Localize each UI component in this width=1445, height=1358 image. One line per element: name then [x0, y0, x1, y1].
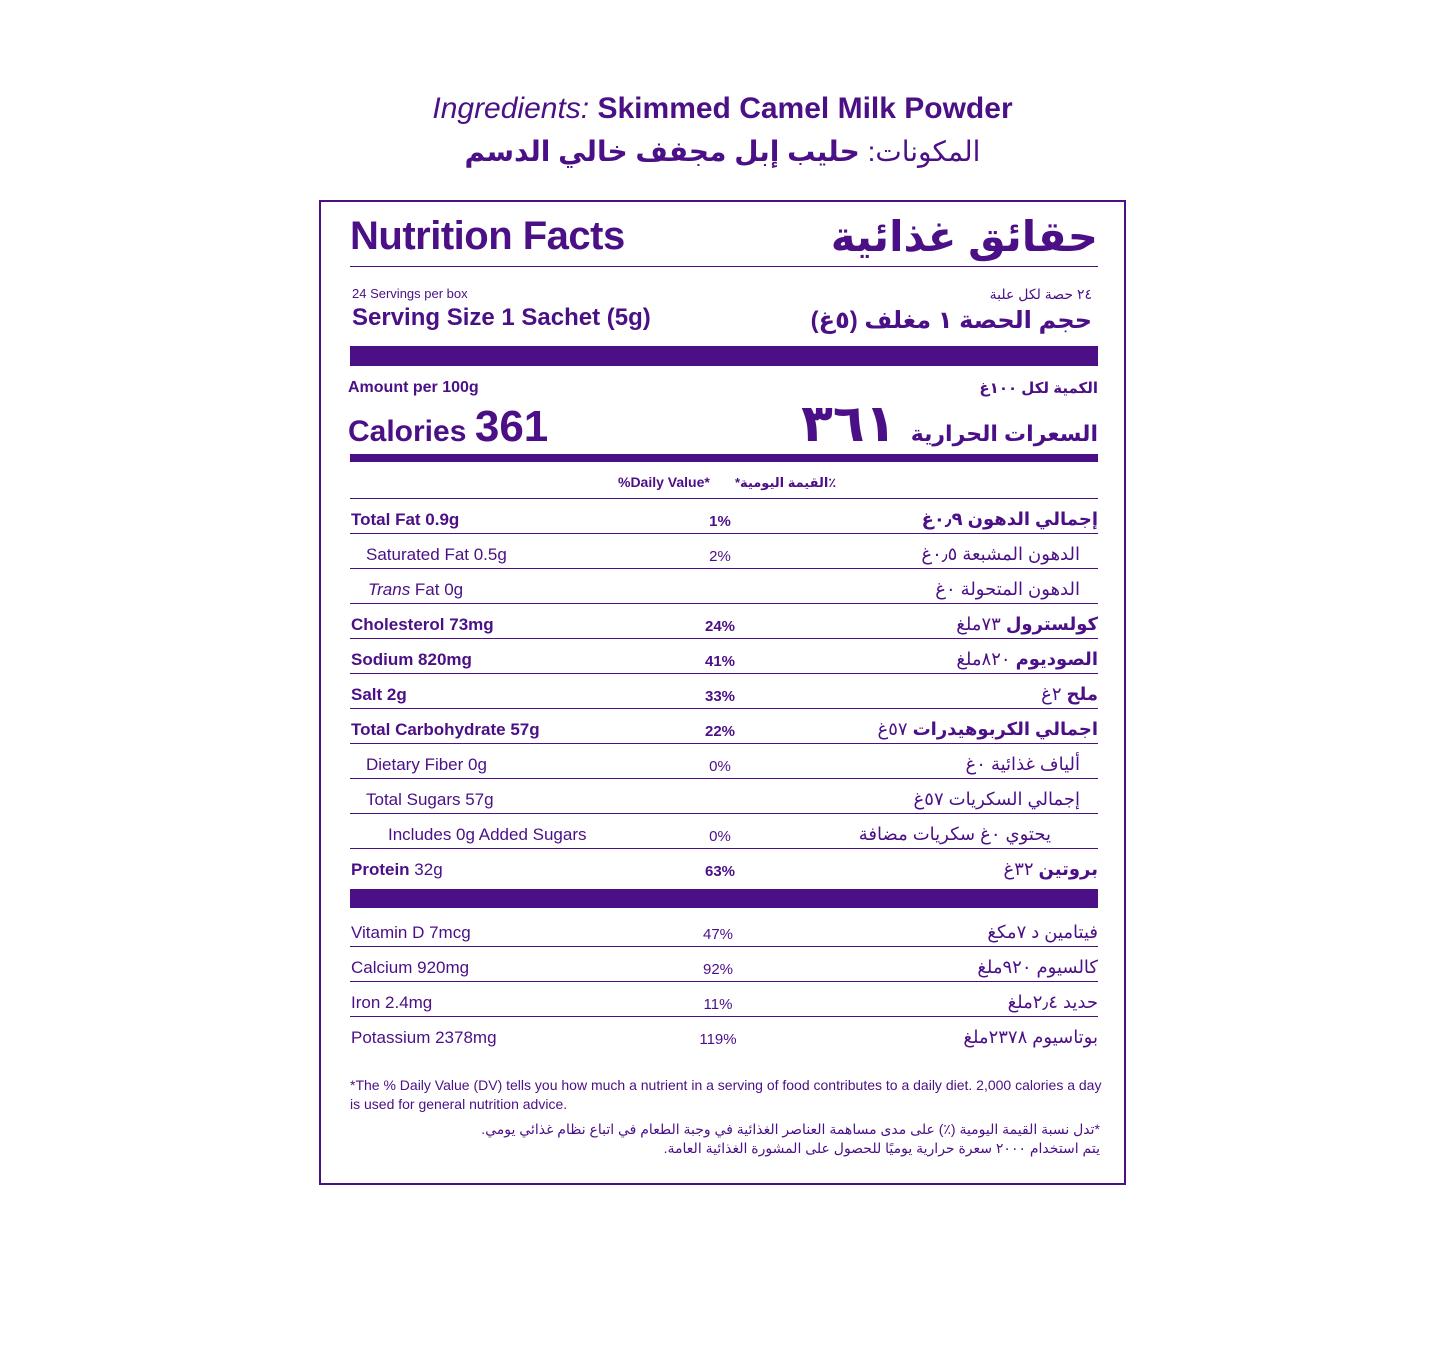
ingredients-ar-label: المكونات: — [867, 136, 981, 167]
nutrient-name-ar: ملح ٢غ — [1041, 684, 1098, 704]
nutrient-row — [350, 781, 1098, 816]
nutrient-daily-value: 24% — [704, 618, 736, 635]
nutrient-name-en: Total Fat 0.9g — [351, 510, 460, 529]
nutrient-row — [350, 711, 1098, 746]
nutrient-row — [350, 501, 1098, 536]
nutrient-daily-value: 63% — [704, 863, 736, 880]
servings-per-box-en: 24 Servings per box — [352, 286, 468, 301]
amount-per-ar: الكمية لكل ١٠٠غ — [979, 380, 1098, 397]
nutrient-row — [350, 641, 1098, 676]
nutrient-name-en: Total Carbohydrate 57g — [351, 720, 540, 739]
title-ar: حقائق غذائية — [830, 213, 1098, 260]
thick-divider-top — [350, 346, 1098, 366]
vitamin-name-ar: حديد ٢٫٤ملغ — [1007, 992, 1098, 1012]
vitamin-row — [350, 914, 1098, 949]
nutrient-name-en: Salt 2g — [351, 685, 407, 704]
nutrition-facts-panel — [319, 200, 1126, 1185]
nutrient-name-en: Saturated Fat 0.5g — [366, 545, 507, 564]
nutrient-name-ar: اجمالي الكربوهيدرات ٥٧غ — [877, 719, 1098, 739]
nutrient-name-ar-bold: بروتين — [1038, 859, 1098, 879]
nutrient-name-en-bold: Protein — [351, 860, 410, 879]
row-divider — [350, 568, 1098, 569]
nutrient-name-ar: يحتوي ٠غ سكريات مضافة — [858, 824, 1051, 844]
row-divider — [350, 946, 1098, 947]
row-divider — [350, 981, 1098, 982]
title-en: Nutrition Facts — [350, 214, 625, 258]
vitamin-name-ar: فيتامين د ٧مكغ — [987, 922, 1098, 942]
footnote-ar-line2: يتم استخدام ٢٠٠٠ سعرة حرارية يوميًا للحصول على المشورة الغذائية العامة. — [663, 1140, 1100, 1156]
thick-divider-calories — [350, 454, 1098, 462]
nutrient-daily-value: 0% — [709, 758, 731, 775]
daily-value-header-en: %Daily Value* — [618, 474, 710, 490]
nutrient-name-ar-bold: الصوديوم — [1015, 649, 1098, 669]
nutrient-daily-value: 2% — [709, 548, 731, 565]
row-divider — [350, 743, 1098, 744]
divider — [350, 266, 1098, 267]
nutrient-row — [350, 606, 1098, 641]
nutrient-name-en: Dietary Fiber 0g — [366, 755, 487, 774]
ingredients-en-value: Skimmed Camel Milk Powder — [597, 92, 1013, 125]
nutrient-daily-value: 0% — [709, 828, 731, 845]
nutrient-name-ar: كولسترول ٧٣ملغ — [956, 614, 1098, 634]
nutrient-name-ar: بروتين ٣٢غ — [1003, 859, 1098, 879]
nutrient-row — [350, 571, 1098, 606]
vitamin-row — [350, 984, 1098, 1019]
vitamin-row — [350, 1019, 1098, 1054]
row-divider — [350, 813, 1098, 814]
nutrient-row — [350, 536, 1098, 571]
nutrient-name-en: Protein 32g — [351, 860, 443, 879]
row-divider — [350, 708, 1098, 709]
calories-label-en: Calories — [348, 415, 467, 448]
ingredients-ar-value: حليب إبل مجفف خالي الدسم — [464, 136, 860, 167]
row-divider — [350, 1016, 1098, 1017]
footnote-ar — [350, 1120, 1100, 1158]
nutrient-name-ar-bold: اجمالي الكربوهيدرات — [912, 719, 1098, 739]
nutrient-daily-value: 1% — [709, 513, 731, 530]
nutrient-daily-value: 22% — [704, 723, 736, 740]
nutrient-daily-value: 41% — [704, 653, 736, 670]
calories-ar — [801, 394, 1098, 454]
vitamin-name-en: Potassium 2378mg — [351, 1028, 497, 1047]
ingredients-en-label: Ingredients: — [432, 92, 590, 125]
nutrient-name-ar: الصوديوم ٨٢٠ملغ — [956, 649, 1098, 669]
vitamin-name-en: Vitamin D 7mcg — [351, 923, 471, 942]
nutrient-row — [350, 851, 1098, 886]
thick-divider-vitamins — [350, 889, 1098, 908]
ingredients-ar — [0, 135, 1445, 168]
nutrient-name-en: Cholesterol 73mg — [351, 615, 494, 634]
nutrient-daily-value: 33% — [704, 688, 736, 705]
calories-label-ar: السعرات الحرارية — [910, 421, 1098, 446]
vitamin-row — [350, 949, 1098, 984]
nutrient-row — [350, 746, 1098, 781]
row-divider — [350, 848, 1098, 849]
ingredients-en — [0, 92, 1445, 126]
nutrient-row — [350, 676, 1098, 711]
nutrient-name-en: Sodium 820mg — [351, 650, 472, 669]
serving-size-en: Serving Size 1 Sachet (5g) — [352, 304, 651, 331]
nutrient-name-ar: الدهون المشبعة ٠٫٥غ — [921, 544, 1080, 564]
vitamin-daily-value: 47% — [702, 926, 734, 943]
calories-value-ar: ٣٦١ — [801, 395, 897, 453]
nutrient-name-ar-bold: ملح — [1066, 684, 1098, 704]
row-divider — [350, 533, 1098, 534]
serving-size-ar: حجم الحصة ١ مغلف (٥غ) — [810, 307, 1092, 334]
vitamin-name-en: Calcium 920mg — [351, 958, 470, 977]
daily-value-header-ar: ٪القيمة اليومية* — [735, 475, 837, 490]
nutrient-name-en: Includes 0g Added Sugars — [388, 825, 587, 844]
row-divider — [350, 498, 1098, 499]
nutrient-name-en: Total Sugars 57g — [366, 790, 494, 809]
calories-value-en: 361 — [474, 402, 549, 451]
amount-per-en: Amount per 100g — [348, 379, 479, 396]
servings-per-box-ar: ٢٤ حصة لكل علبة — [989, 286, 1092, 302]
vitamin-daily-value: 11% — [703, 996, 733, 1013]
vitamin-daily-value: 119% — [699, 1031, 737, 1048]
row-divider — [350, 603, 1098, 604]
nutrient-row — [350, 816, 1098, 851]
nutrient-name-ar: إجمالي الدهون ٠٫٩غ — [921, 509, 1098, 529]
nutrient-name-ar: ألياف غذائية ٠غ — [965, 754, 1080, 774]
nutrient-name-en: Trans Fat 0g — [368, 580, 464, 599]
nutrient-name-en-italic: Trans — [368, 580, 411, 599]
nutrient-name-ar: إجمالي السكريات ٥٧غ — [913, 789, 1080, 809]
calories-en — [348, 402, 548, 452]
nutrient-name-ar-bold: كولسترول — [1005, 614, 1098, 634]
vitamin-name-ar: بوتاسيوم ٢٣٧٨ملغ — [963, 1027, 1098, 1047]
vitamin-name-en: Iron 2.4mg — [351, 993, 433, 1012]
row-divider — [350, 673, 1098, 674]
nutrient-name-ar: الدهون المتحولة ٠غ — [935, 579, 1080, 599]
footnote-en: *The % Daily Value (DV) tells you how much a nutrient in a serving of food contributes to a daily diet. 2,000 calories a day is used for general nutrition advice. — [350, 1077, 1102, 1112]
row-divider — [350, 638, 1098, 639]
vitamin-name-ar: كالسيوم ٩٢٠ملغ — [977, 957, 1098, 977]
footnote-ar-line1: *تدل نسبة القيمة اليومية (٪) على مدى مساهمة العناصر الغذائية في وجبة الطعام في اتباع نظام غذائي يومي. — [481, 1121, 1100, 1137]
row-divider — [350, 778, 1098, 779]
vitamin-daily-value: 92% — [702, 961, 734, 978]
